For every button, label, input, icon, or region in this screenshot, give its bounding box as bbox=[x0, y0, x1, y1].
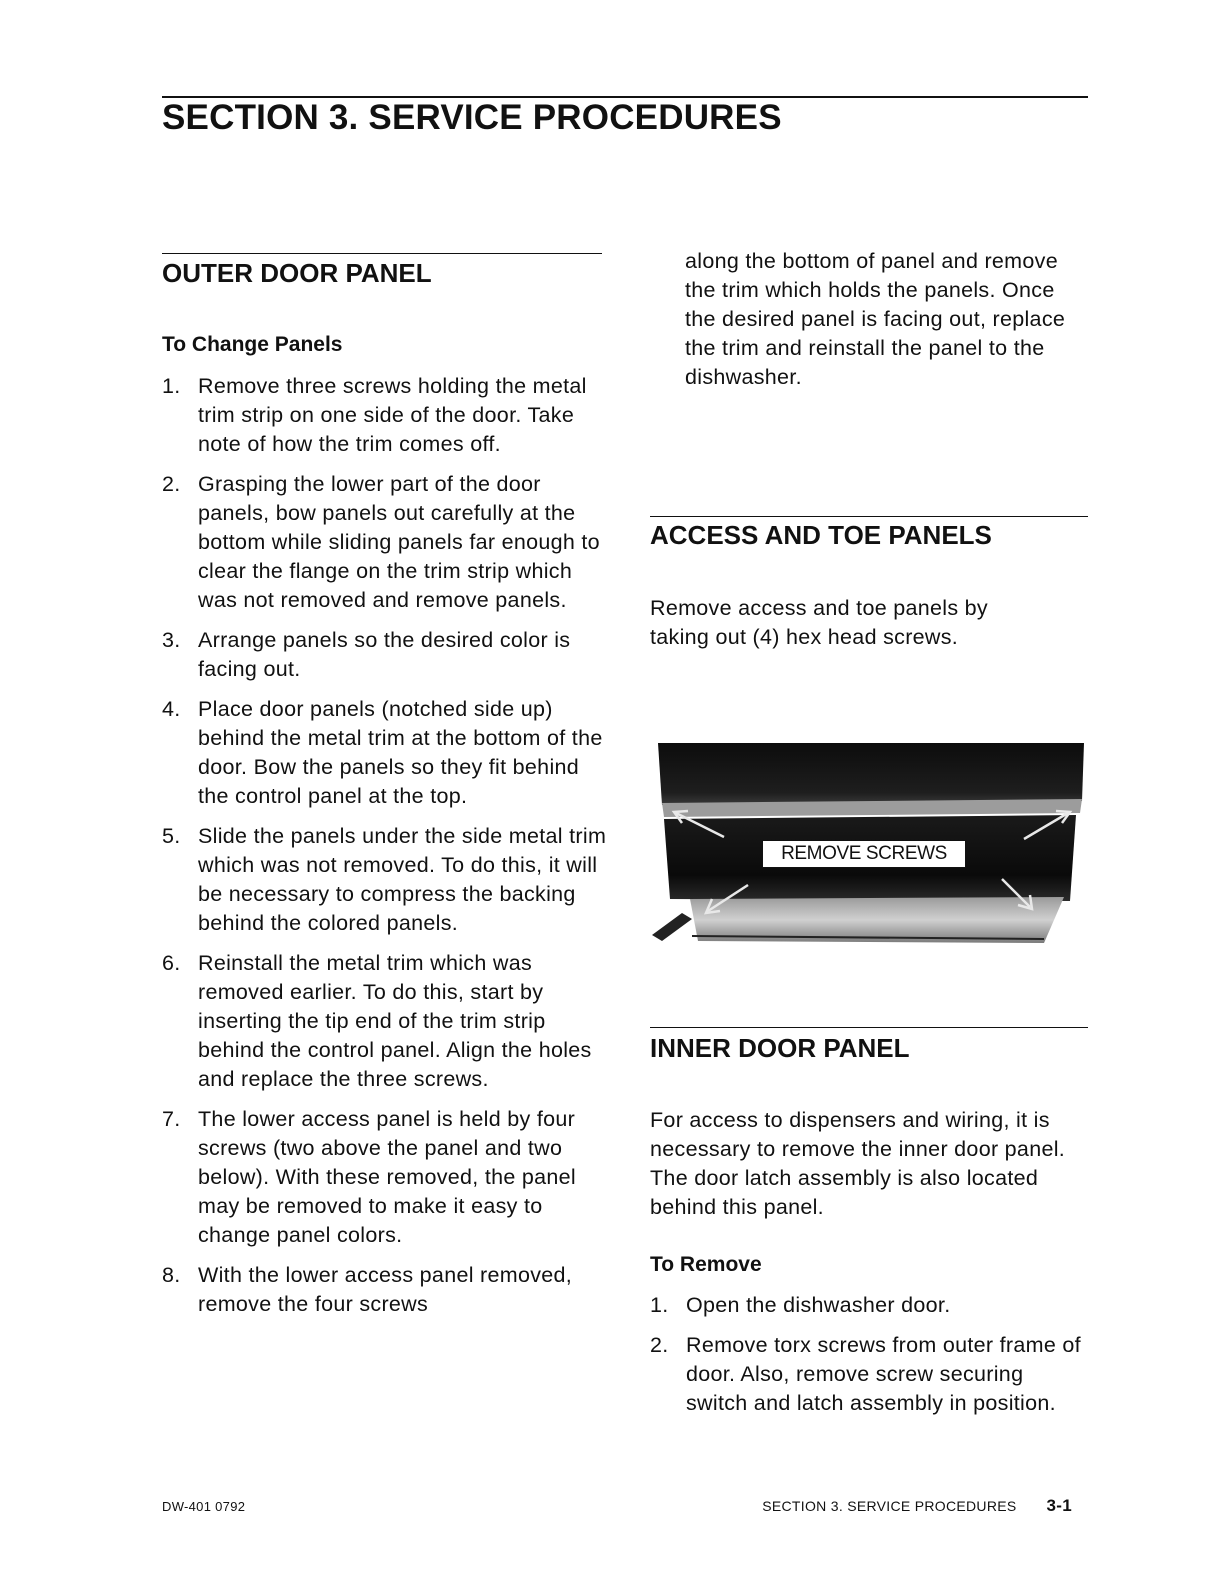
step-text: The lower access panel is held by four screws (two above the panel and two below). With these removed, the panel may be removed to make it easy to change panel colors. bbox=[198, 1107, 576, 1247]
step-number: 1. bbox=[162, 374, 181, 398]
footer-doc-id: DW-401 0792 bbox=[162, 1499, 246, 1514]
step-text: Reinstall the metal trim which was removed earlier. To do this, start by inserting the tip end of the trim strip behind the control panel. Align the holes and replace the three screws. bbox=[198, 951, 592, 1091]
step-number: 8. bbox=[162, 1263, 181, 1287]
list-item bbox=[162, 1105, 608, 1250]
list-item bbox=[162, 695, 608, 811]
inner-door-heading: INNER DOOR PANEL bbox=[650, 1033, 910, 1063]
step-text: Grasping the lower part of the door panels, bow panels out carefully at the bottom while sliding panels far enough to clear the flange on the trim strip which was not removed and remove panels. bbox=[198, 472, 600, 612]
step-8-continuation: along the bottom of panel and remove the trim which holds the panels. Once the desired panel is facing out, replace the trim and reinstall the panel to the dishwasher. bbox=[685, 249, 1066, 389]
step-text: Open the dishwasher door. bbox=[686, 1293, 951, 1317]
step-text: Remove three screws holding the metal trim strip on one side of the door. Take note of how the trim comes off. bbox=[198, 374, 587, 456]
inner-door-steps bbox=[650, 1291, 1086, 1418]
list-item bbox=[162, 822, 608, 938]
outer-door-rule bbox=[162, 253, 602, 254]
list-item bbox=[162, 949, 608, 1094]
step-number: 6. bbox=[162, 951, 181, 975]
footer-right bbox=[762, 1496, 1072, 1516]
list-item bbox=[162, 470, 608, 615]
outer-door-heading: OUTER DOOR PANEL bbox=[162, 258, 432, 288]
list-item bbox=[162, 372, 608, 459]
step-number: 5. bbox=[162, 824, 181, 848]
footer-page-number: 3-1 bbox=[1046, 1496, 1072, 1515]
footer-section: SECTION 3. SERVICE PROCEDURES bbox=[762, 1498, 1017, 1514]
step-text: With the lower access panel removed, remove the four screws bbox=[198, 1263, 573, 1316]
door-panel bbox=[658, 743, 1084, 805]
access-toe-heading: ACCESS AND TOE PANELS bbox=[650, 520, 992, 550]
access-toe-body: Remove access and toe panels by taking out (4) hex head screws. bbox=[650, 596, 988, 649]
step-text: Arrange panels so the desired color is facing out. bbox=[198, 628, 571, 681]
list-item bbox=[162, 626, 608, 684]
inner-door-rule bbox=[650, 1027, 1088, 1028]
step-text: Place door panels (notched side up) behind the metal trim at the bottom of the door. Bow the panels so they fit behind the control panel at the top. bbox=[198, 697, 603, 808]
step-text: Remove torx screws from outer frame of door. Also, remove screw securing switch and latch assembly in position. bbox=[686, 1333, 1081, 1415]
step-number: 2. bbox=[650, 1333, 669, 1357]
step-number: 2. bbox=[162, 472, 181, 496]
inner-door-body: For access to dispensers and wiring, it is necessary to remove the inner door panel. The door latch assembly is also located behind this panel. bbox=[650, 1108, 1066, 1219]
remove-screws-label: REMOVE SCREWS bbox=[762, 840, 966, 868]
step-number: 1. bbox=[650, 1293, 669, 1317]
step-text: Slide the panels under the side metal trim which was not removed. To do this, it will be necessary to compress the backing behind the colored panels. bbox=[198, 824, 607, 935]
list-item bbox=[650, 1331, 1086, 1418]
access-toe-rule bbox=[650, 516, 1088, 517]
page-title: SECTION 3. SERVICE PROCEDURES bbox=[162, 98, 782, 137]
step-number: 7. bbox=[162, 1107, 181, 1131]
change-panels-subheading: To Change Panels bbox=[162, 333, 343, 356]
list-item bbox=[162, 1261, 598, 1319]
step-number: 4. bbox=[162, 697, 181, 721]
step-number: 3. bbox=[162, 628, 181, 652]
to-remove-subheading: To Remove bbox=[650, 1253, 762, 1276]
outer-door-steps bbox=[162, 372, 608, 1319]
list-item bbox=[650, 1291, 1086, 1320]
